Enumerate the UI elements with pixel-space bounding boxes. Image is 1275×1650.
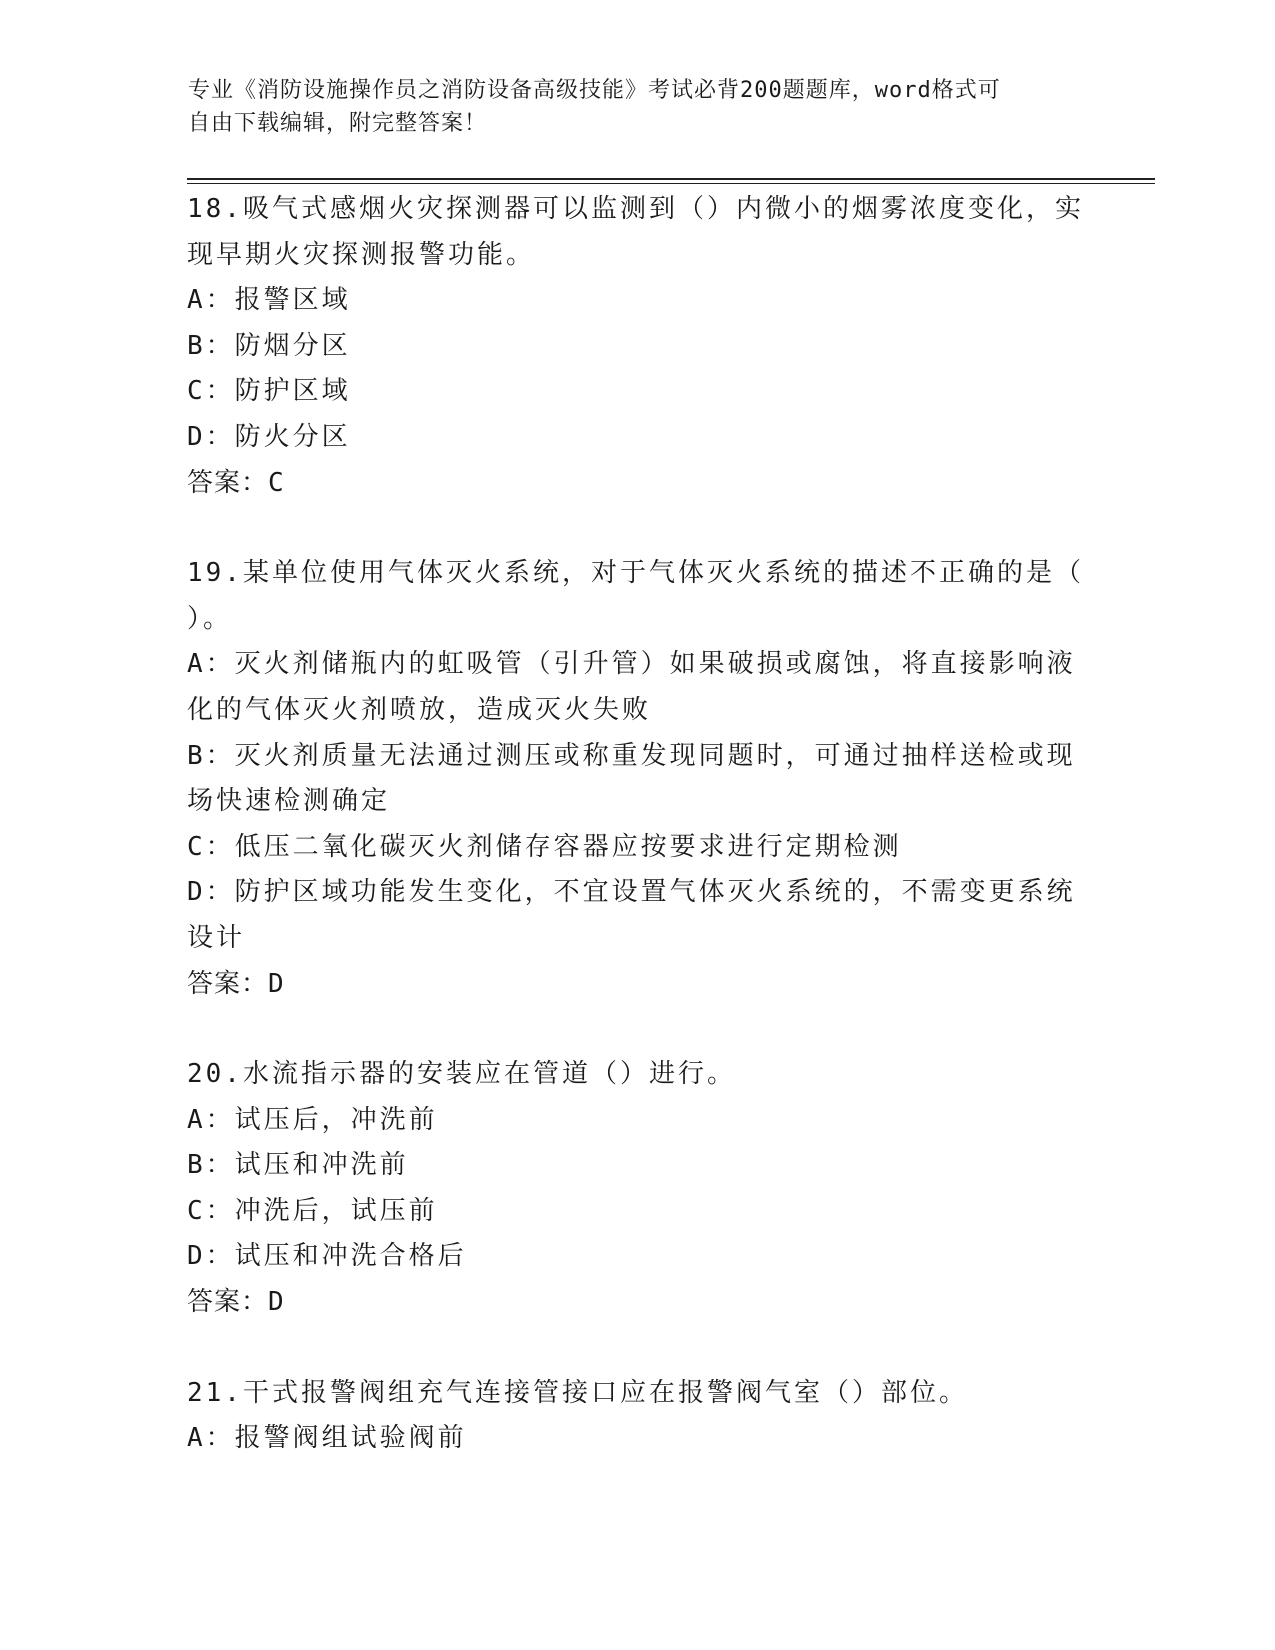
header-line-2: 自由下载编辑，附完整答案！ bbox=[188, 111, 488, 136]
option-d: D：试压和冲洗合格后 bbox=[187, 1241, 467, 1272]
header-divider-thin bbox=[187, 183, 1155, 184]
question-stem: 18.吸气式感烟火灾探测器可以监测到（）内微小的烟雾浓度变化，实 bbox=[187, 194, 1084, 224]
question-stem: 19.某单位使用气体灭火系统，对于气体灭火系统的描述不正确的是（ bbox=[187, 558, 1084, 589]
option-c: C：低压二氧化碳灭火剂储存容器应按要求进行定期检测 bbox=[187, 831, 902, 862]
question-list bbox=[187, 187, 1087, 1507]
option-a-cont: 化的气体灭火剂喷放，造成灭火失败 bbox=[187, 694, 652, 725]
option-c: C：冲洗后，试压前 bbox=[187, 1195, 438, 1226]
page-header bbox=[188, 74, 1068, 140]
option-b: B：灭火剂质量无法通过测压或称重发现同题时，可通过抽样送检或现 bbox=[187, 740, 1076, 771]
question-stem: 20.水流指示器的安装应在管道（）进行。 bbox=[187, 1059, 736, 1090]
option-d: D：防火分区 bbox=[187, 421, 351, 452]
option-a: A：报警区域 bbox=[187, 285, 351, 316]
question-stem: 现早期火灾探测报警功能。 bbox=[187, 239, 536, 270]
question-19 bbox=[187, 551, 1087, 1007]
option-b-cont: 场快速检测确定 bbox=[187, 786, 391, 817]
question-stem: ）。 bbox=[187, 603, 233, 634]
option-a: A：灭火剂储瓶内的虹吸管（引升管）如果破损或腐蚀，将直接影响液 bbox=[187, 649, 1076, 680]
option-d: D：防护区域功能发生变化，不宜设置气体灭火系统的，不需变更系统 bbox=[187, 877, 1076, 908]
question-stem: 21.干式报警阀组充气连接管接口应在报警阀气室（）部位。 bbox=[187, 1377, 968, 1408]
question-21 bbox=[187, 1371, 1087, 1462]
answer: 答案：D bbox=[187, 968, 285, 999]
question-18 bbox=[187, 187, 1087, 506]
header-divider-thick bbox=[187, 178, 1155, 180]
option-c: C：防护区域 bbox=[187, 376, 351, 407]
option-a: A：报警阀组试验阀前 bbox=[187, 1423, 467, 1454]
answer: 答案：D bbox=[187, 1287, 285, 1318]
question-20 bbox=[187, 1052, 1087, 1326]
header-line-1: 专业《消防设施操作员之消防设备高级技能》考试必背200题题库，word格式可 bbox=[188, 78, 1001, 103]
answer: 答案：C bbox=[187, 467, 285, 498]
option-b: B：试压和冲洗前 bbox=[187, 1150, 409, 1181]
option-b: B：防烟分区 bbox=[187, 330, 351, 361]
option-a: A：试压后，冲洗前 bbox=[187, 1104, 438, 1135]
option-d-cont: 设计 bbox=[187, 922, 246, 953]
